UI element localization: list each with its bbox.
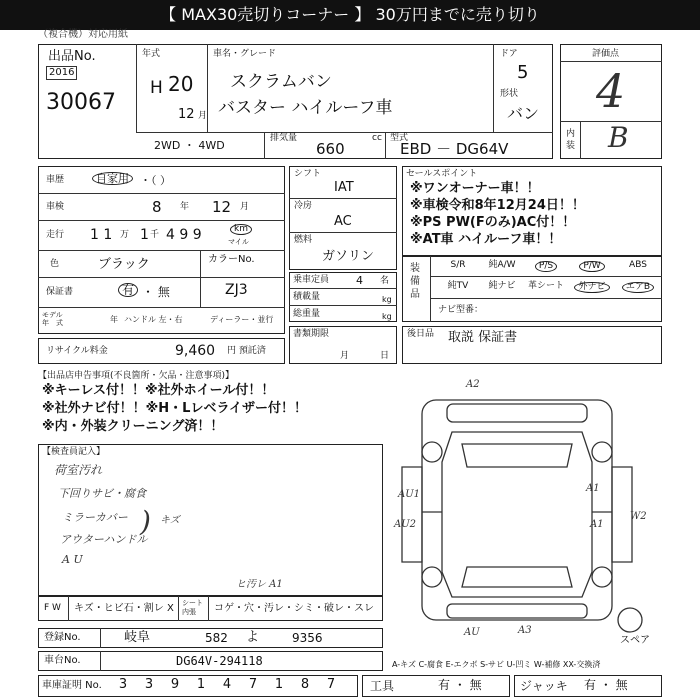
- afterdocs-block: [402, 326, 662, 364]
- color-no-label: カラーNo.: [208, 254, 255, 265]
- sales-line: ※車検令和8年12月24日！！: [410, 198, 585, 213]
- legend: A-キズ C-腐食 E-エクボ S-サビ U-凹ミ W-補修 XX-交換済: [392, 660, 601, 669]
- shift-label: シフト: [294, 169, 322, 179]
- registration-class: 582: [205, 631, 228, 645]
- chassis-label: 車台No.: [44, 655, 81, 666]
- handle: ハンドル 左・右: [124, 315, 183, 324]
- shape: バン: [507, 104, 540, 123]
- capacity: 4: [356, 274, 363, 287]
- navi-label: ナビ型番：: [438, 305, 484, 315]
- equip-navi: 純ナビ: [488, 281, 516, 291]
- notes-line: ※内・外装クリーニング済！！: [42, 419, 224, 434]
- odo-digits: 3 3 9 1 4 7 1 8 7: [118, 677, 336, 692]
- mileage-sen: 1: [140, 227, 149, 243]
- model: EBD － DG64V: [400, 140, 509, 158]
- damage-mark: AU2: [394, 519, 417, 530]
- kg1: kg: [382, 295, 392, 304]
- docs-month: 月: [340, 351, 350, 361]
- inspection-year-char: 年: [180, 202, 190, 212]
- era: H: [150, 78, 163, 98]
- copy-note: （複合機）対応用紙: [38, 29, 128, 40]
- wheel-fr: [592, 442, 612, 462]
- interior: B: [608, 121, 629, 154]
- displacement: 660: [316, 140, 345, 158]
- car-left-side: [402, 467, 422, 562]
- damage-mark: AU: [464, 627, 480, 638]
- registration-number: 9356: [292, 631, 323, 645]
- wheel-rl: [422, 567, 442, 587]
- man-char: 万: [120, 230, 130, 240]
- registration-label: 登録No.: [44, 632, 81, 643]
- jack-value: 有 ・ 無: [584, 678, 628, 692]
- sales-line: ※AT車 ハイルーフ車！！: [410, 232, 562, 247]
- equip-ext-navi: 外ナビ: [568, 282, 616, 293]
- mileage-rest: 4 9 9: [166, 227, 202, 243]
- fuel: ガソリン: [322, 249, 375, 264]
- model-label: 型式: [390, 133, 409, 143]
- car-rear-window: [462, 567, 572, 587]
- brace: ): [140, 505, 151, 538]
- warranty-no: ・ 無: [142, 285, 170, 299]
- inspector-hand: 下回りサビ・腐食: [58, 487, 146, 500]
- notes-label: 【出品店申告事項(不良箇所・欠品・注意事項)】: [38, 371, 235, 381]
- doors: 5: [517, 62, 529, 83]
- fw-hand: ヒ汚レ A1: [236, 579, 283, 590]
- car-front-bumper: [447, 404, 587, 422]
- notes-line: ※社外ナビ付！！※H・Lレベライザー付！！: [42, 401, 308, 416]
- chassis-value: DG64V-294118: [176, 654, 263, 668]
- equip-pw: P/W: [568, 261, 616, 272]
- model-row-label: モデル 年 式: [42, 311, 63, 327]
- registration-kana: よ: [246, 630, 260, 645]
- sales-line: ※PS PW(Fのみ)AC付！！: [410, 215, 576, 230]
- equipment-label: 装備品: [410, 263, 420, 300]
- equip-abs: ABS: [629, 260, 647, 270]
- car-right-side: [612, 467, 632, 562]
- equip-sr: S/R: [450, 260, 466, 270]
- lot-number: 30067: [46, 90, 116, 115]
- car-name: スクラムバン: [230, 72, 332, 92]
- inspector-label: 【検査員記入】: [42, 447, 106, 457]
- equip-leather: 革シート: [527, 281, 564, 291]
- fw-items2: コゲ・穴・汚レ・シミ・破レ・スレ: [214, 603, 374, 614]
- damage-mark: A1: [590, 519, 604, 530]
- tools-label: 工具: [370, 679, 395, 693]
- km-unit: km: [230, 224, 252, 235]
- tools-value: 有 ・ 無: [438, 678, 482, 692]
- seat-label: シート 内張: [182, 599, 203, 616]
- banner-text: 【 MAX30売切りコーナー 】 30万円までに売り切り: [160, 5, 540, 24]
- recycle-unit: 円 預託済: [227, 346, 266, 356]
- fw-items: キズ・ヒビ石・割レ X: [74, 603, 174, 614]
- damage-mark: W2: [630, 511, 647, 522]
- history-value: 自家用: [92, 172, 133, 185]
- aircon: AC: [334, 214, 352, 229]
- color-label: 色: [50, 259, 60, 269]
- equip-tv: 純TV: [447, 281, 469, 291]
- warranty-yes: 有: [118, 283, 138, 297]
- shift: IAT: [334, 180, 354, 195]
- inspector-hand-side: キズ: [160, 515, 180, 526]
- wheel-fl: [422, 442, 442, 462]
- name-label: 車名・グレード: [213, 49, 277, 59]
- history-rest: ・（ ）: [140, 174, 171, 187]
- equip-aw: 純A/W: [488, 260, 516, 270]
- lot-label: 出品No.: [48, 49, 96, 64]
- year-label: 年式: [142, 49, 161, 59]
- sen-char: 千: [150, 230, 160, 240]
- drive: 2WD ・ 4WD: [154, 139, 225, 152]
- capacity-label: 乗車定員: [293, 275, 330, 285]
- docs-day: 日: [380, 351, 390, 361]
- afterdocs-label: 後日品: [407, 329, 435, 339]
- car-rear-bumper: [447, 604, 587, 618]
- equip-airbag: エアB: [616, 282, 660, 293]
- mileage-label: 走行: [46, 230, 65, 240]
- odo-label: 車庫証明 No.: [42, 680, 102, 691]
- inspector-hand: A U: [62, 553, 83, 566]
- month-suffix: 月: [198, 111, 208, 121]
- inspection-label: 車検: [46, 202, 65, 212]
- kg2: kg: [382, 312, 392, 321]
- cc-unit: cc: [372, 133, 382, 143]
- damage-mark: A2: [466, 379, 480, 390]
- damage-mark: A3: [518, 625, 532, 636]
- mile-unit: マイル: [228, 238, 249, 246]
- afterdocs-value: 取説 保証書: [448, 330, 518, 345]
- warranty-label: 保証書: [46, 287, 74, 297]
- load-label: 積載量: [293, 292, 321, 302]
- history-label: 車歴: [46, 175, 65, 185]
- fuel-label: 燃料: [294, 235, 313, 245]
- inspector-hand: アウターハンドル: [60, 533, 148, 546]
- inspection-month: 12: [212, 198, 232, 216]
- interior-label: 内装: [566, 129, 576, 151]
- door-label: ドア: [500, 49, 518, 59]
- damage-mark: A1: [586, 483, 600, 494]
- dealer: ディーラー・並行: [210, 315, 274, 324]
- mileage-man: 1 1: [90, 227, 113, 243]
- cc-label: 排気量: [270, 133, 298, 143]
- score-label: 評価点: [592, 49, 620, 59]
- inspection-year: 8: [152, 198, 162, 216]
- notes-line: ※キーレス付！！※社外ホイール付！！: [42, 383, 275, 398]
- month: 12: [178, 107, 195, 122]
- equip-ps: P/S: [524, 261, 568, 272]
- car-windshield: [462, 444, 572, 467]
- sales-label: セールスポイント: [406, 169, 478, 179]
- recycle-label: リサイクル料金: [46, 346, 108, 356]
- inspector-hand: 荷室汚れ: [54, 463, 103, 477]
- score: 4: [596, 64, 626, 118]
- equip-row1: [436, 261, 660, 272]
- aircon-label: 冷房: [294, 201, 313, 211]
- damage-mark: AU1: [398, 489, 421, 500]
- inspection-month-char: 月: [240, 202, 250, 212]
- recycle-value: 9,460: [175, 343, 216, 359]
- fw-label: F W: [44, 603, 61, 613]
- wheel-rr: [592, 567, 612, 587]
- model-row-year: 年: [110, 315, 118, 324]
- weight-label: 総重量: [293, 309, 321, 319]
- jack-label: ジャッキ: [520, 679, 568, 693]
- inspector-hand: ミラーカバー: [62, 511, 128, 524]
- grade: バスター ハイルーフ車: [218, 98, 393, 118]
- year: 20: [168, 72, 194, 96]
- spare-label: スペア: [620, 635, 650, 646]
- capacity-unit: 名: [380, 276, 390, 286]
- color-value: ブラック: [98, 257, 150, 272]
- equip-row2: [436, 282, 660, 293]
- shape-label: 形状: [500, 89, 519, 99]
- registration-place: 岐阜: [124, 630, 151, 645]
- sales-line: ※ワンオーナー車！！: [410, 181, 540, 196]
- spare-wheel: [618, 608, 642, 632]
- color-no: ZJ3: [225, 282, 248, 298]
- docs-label: 書類期限: [293, 329, 330, 339]
- lot-year: 2016: [46, 66, 77, 80]
